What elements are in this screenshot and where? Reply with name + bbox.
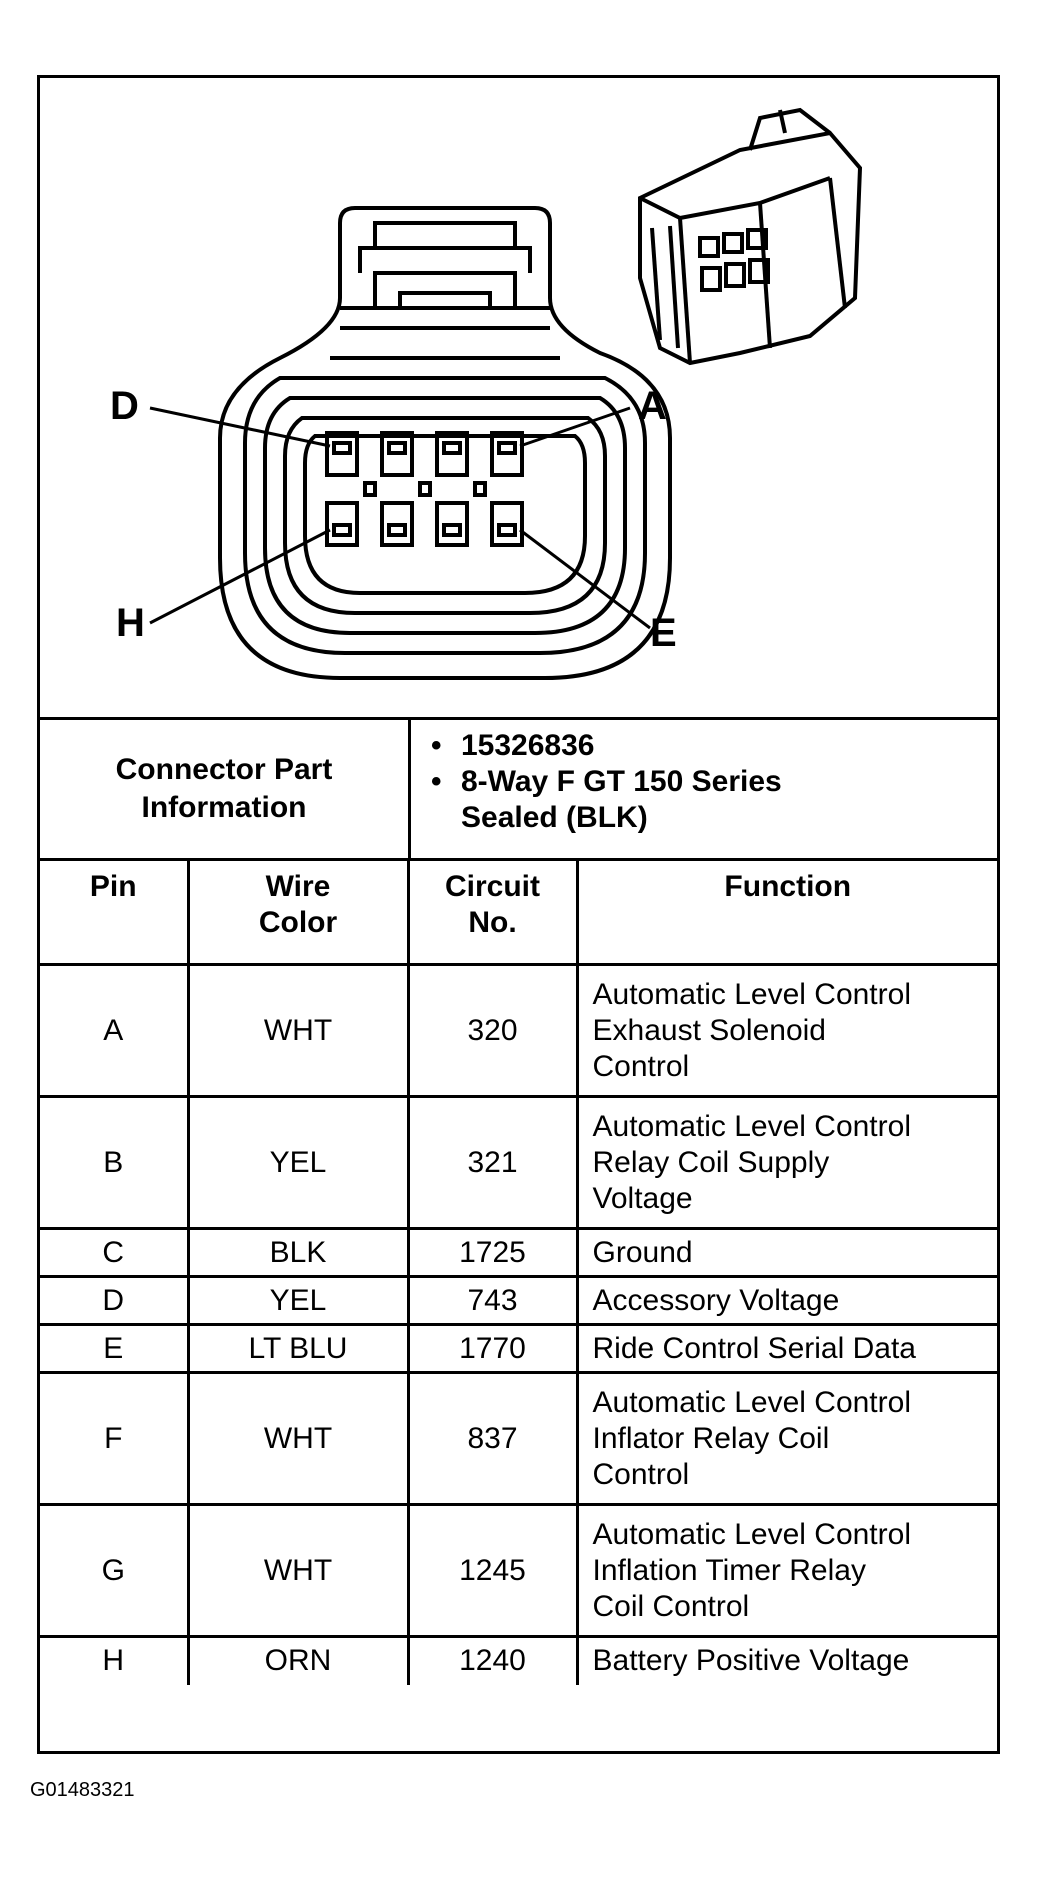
table-row	[40, 1325, 997, 1373]
function-cell: Ride Control Serial Data	[577, 1325, 997, 1373]
wire-color-cell: YEL	[188, 1097, 408, 1229]
pin-cell: G	[40, 1505, 188, 1637]
connector-part-info	[40, 720, 997, 861]
function-cell: Automatic Level Control Relay Coil Supply Voltage	[577, 1097, 997, 1229]
table-header-row	[40, 861, 997, 965]
figure-id: G01483321	[30, 1779, 135, 1801]
pin-label-e: E	[650, 611, 677, 655]
table-row	[40, 965, 997, 1097]
table-row	[40, 1637, 997, 1685]
pin-label-d: D	[110, 384, 139, 428]
connector-figure-frame	[37, 75, 1000, 1754]
part-number: • 15326836	[411, 728, 991, 764]
wire-color-cell: WHT	[188, 965, 408, 1097]
function-cell: Automatic Level Control Exhaust Solenoid Control	[577, 965, 997, 1097]
circuit-cell: 321	[408, 1097, 577, 1229]
wire-color-cell: WHT	[188, 1505, 408, 1637]
pin-cell: F	[40, 1373, 188, 1505]
wire-color-cell: YEL	[188, 1277, 408, 1325]
pin-cell: H	[40, 1637, 188, 1685]
wire-color-cell: ORN	[188, 1637, 408, 1685]
pin-label-h: H	[116, 601, 145, 645]
header-pin: Pin	[40, 861, 188, 965]
pin-cell: D	[40, 1277, 188, 1325]
table-row	[40, 1097, 997, 1229]
connector-diagram	[40, 78, 997, 720]
wire-color-cell: LT BLU	[188, 1325, 408, 1373]
pin-cell: E	[40, 1325, 188, 1373]
circuit-cell: 320	[408, 965, 577, 1097]
header-function: Function	[577, 861, 997, 965]
connector-part-info-list	[411, 728, 991, 836]
header-wire-color: Wire Color	[188, 861, 408, 965]
table-row	[40, 1277, 997, 1325]
pin-cell: A	[40, 965, 188, 1097]
function-cell: Automatic Level Control Inflation Timer Relay Coil Control	[577, 1505, 997, 1637]
circuit-cell: 1240	[408, 1637, 577, 1685]
circuit-cell: 1245	[408, 1505, 577, 1637]
circuit-cell: 1770	[408, 1325, 577, 1373]
connector-description: • 8-Way F GT 150 Series Sealed (BLK)	[411, 764, 991, 836]
connector-3d-view	[640, 110, 860, 363]
pin-label-a: A	[638, 384, 667, 428]
pin-cell: C	[40, 1229, 188, 1277]
wire-color-cell: BLK	[188, 1229, 408, 1277]
function-cell: Automatic Level Control Inflator Relay Coil Control	[577, 1373, 997, 1505]
function-cell: Battery Positive Voltage	[577, 1637, 997, 1685]
table-row	[40, 1505, 997, 1637]
circuit-cell: 837	[408, 1373, 577, 1505]
connector-face-drawing	[40, 78, 997, 717]
connector-part-info-label: Connector Part Information	[40, 720, 411, 858]
circuit-cell: 1725	[408, 1229, 577, 1277]
table-body	[40, 965, 997, 1685]
wire-color-cell: WHT	[188, 1373, 408, 1505]
function-cell: Accessory Voltage	[577, 1277, 997, 1325]
table-row	[40, 1373, 997, 1505]
connector-face	[150, 208, 670, 678]
header-circuit-no: Circuit No.	[408, 861, 577, 965]
table-row	[40, 1229, 997, 1277]
pin-cell: B	[40, 1097, 188, 1229]
circuit-cell: 743	[408, 1277, 577, 1325]
pin-function-table	[40, 861, 997, 1685]
function-cell: Ground	[577, 1229, 997, 1277]
